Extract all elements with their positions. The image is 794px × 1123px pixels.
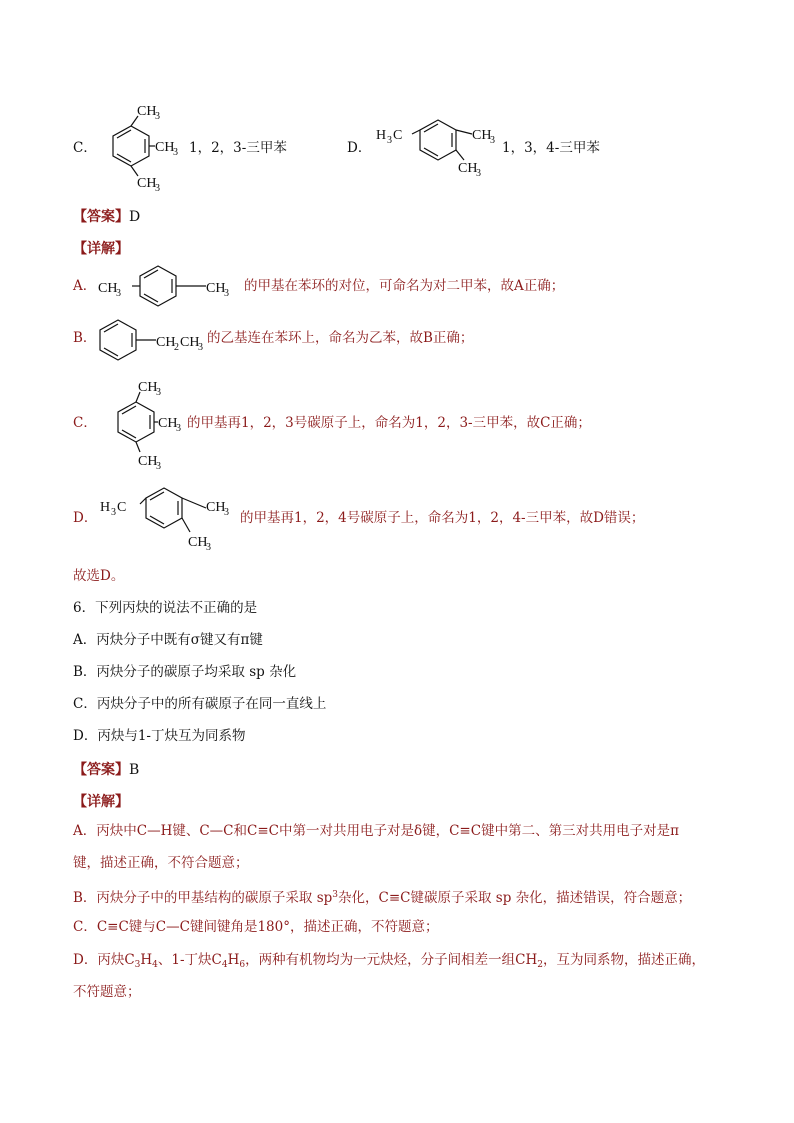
- exp-d-sub2: 4: [152, 960, 158, 970]
- exp-d-post: ，互为同系物，描述正确，: [542, 952, 705, 968]
- q5-exp-d-text: 的甲基再1，2，4号碳原子上，命名为1，2，4-三甲苯，故D错误；: [240, 510, 645, 526]
- exp-d-sub3: 4: [221, 960, 228, 970]
- h3c-h-text: H: [100, 500, 111, 515]
- ch3-bottom-sub: 3: [155, 183, 160, 194]
- q6-answer: [73, 759, 139, 779]
- ch3-right-text: CH: [206, 500, 226, 515]
- ch3-right-sub: 3: [490, 135, 495, 146]
- option-c-name: 1，2，3-三甲苯: [189, 140, 287, 156]
- trimethylbenzene-124-structure: [98, 480, 248, 552]
- p-xylene-structure: [96, 262, 242, 310]
- q6-option-a: A．丙炔分子中既有σ键又有π键: [73, 632, 263, 648]
- trimethylbenzene-123-structure: [95, 100, 195, 192]
- exp-d-sub5: 2: [537, 960, 543, 970]
- q6-option-b: B．丙炔分子的碳原子均采取 sp 杂化: [73, 664, 297, 680]
- ch3-top-sub: 3: [155, 111, 160, 122]
- ch2-text: CH: [156, 335, 176, 350]
- h3c-h-text: H: [376, 128, 387, 143]
- answer-value: B: [129, 762, 140, 778]
- ch3-text: CH: [180, 335, 200, 350]
- ch3-right-sub: 3: [173, 147, 178, 158]
- exp-d-sub4: 6: [239, 960, 246, 970]
- ch3-bottom-text: CH: [138, 454, 158, 469]
- q6-exp-c: C．C≡C键与C—C键间键角是180°，描述正确，不符题意；: [73, 919, 439, 935]
- ch3-right-sub: 3: [224, 507, 229, 518]
- exp-b-post: 杂化，C≡C键碳原子采取 sp 杂化，描述错误，符合题意；: [338, 890, 692, 906]
- option-c-label: C．: [73, 140, 97, 156]
- exp-d-sub1: 3: [134, 960, 141, 970]
- exp-b-sup: 3: [332, 890, 339, 900]
- ch3-right-text: CH: [155, 140, 175, 155]
- ch3-right-text: CH: [158, 416, 178, 431]
- q6-option-c: C．丙炔分子中的所有碳原子在同一直线上: [73, 696, 327, 712]
- h3c-c-text: C: [393, 128, 403, 143]
- q6-exp-a-line1: A．丙炔中C—H键、C—C和C≡C中第一对共用电子对是δ键，C≡C键中第二、第三对共用电子对是π: [73, 823, 679, 839]
- exp-d-mid4: ，两种有机物均为一元炔烃，分子间相差一组CH: [245, 952, 538, 968]
- ch3-right-text: CH: [206, 281, 226, 296]
- ch3-top-sub: 3: [156, 387, 161, 398]
- q6-detail-tag: 【详解】: [73, 794, 129, 810]
- ch3-bottom-sub: 3: [206, 542, 211, 553]
- ch3-bottom-text: CH: [188, 535, 208, 550]
- q5-exp-c-label: C．: [73, 415, 97, 431]
- ch3-bottom-sub: 3: [476, 168, 481, 179]
- q5-exp-b-text: 的乙基连在苯环上，命名为乙苯，故B正确；: [207, 330, 474, 346]
- h3c-sub: 3: [387, 135, 392, 146]
- ch3-bottom-text: CH: [137, 176, 157, 191]
- answer-tag: 【答案】: [73, 762, 129, 778]
- exp-d-pre: D．丙炔C: [73, 952, 135, 968]
- q5-exp-a-label: A．: [73, 278, 97, 294]
- q5-exp-a-text: 的甲基在苯环的对位，可命名为对二甲苯，故A正确；: [244, 278, 565, 294]
- ch2-sub: 2: [174, 342, 179, 353]
- ch3-top-text: CH: [138, 380, 158, 395]
- q6-exp-d-line1: [73, 950, 705, 975]
- q5-exp-b-label: B．: [73, 330, 97, 346]
- ch3-right-text: CH: [472, 128, 492, 143]
- q6-exp-d-line2: 不符题意；: [73, 984, 141, 1000]
- h3c-sub: 3: [111, 507, 116, 518]
- q5-exp-c-text: 的甲基再1，2，3号碳原子上，命名为1，2，3-三甲苯，故C正确；: [187, 415, 591, 431]
- trimethylbenzene-134-structure: [374, 112, 514, 182]
- q6-exp-b: [73, 885, 691, 908]
- q6-exp-a-line2: 键，描述正确，不符合题意；: [73, 855, 249, 871]
- ethylbenzene-structure: [96, 316, 224, 364]
- exp-d-mid3: H: [227, 952, 240, 968]
- ch3-left-text: CH: [98, 281, 118, 296]
- q6-option-d: D．丙炔与1-丁炔互为同系物: [73, 728, 246, 744]
- ch3-top-text: CH: [137, 104, 157, 119]
- answer-value: D: [129, 209, 141, 225]
- q5-exp-d-label: D．: [73, 510, 98, 526]
- q5-conclusion: 故选D。: [73, 568, 125, 584]
- exp-d-mid2: 、1-丁炔C: [157, 952, 222, 968]
- answer-tag: 【答案】: [73, 209, 129, 225]
- ch3-sub: 3: [198, 342, 203, 353]
- ch3-bottom-text: CH: [458, 161, 478, 176]
- q5-answer: [73, 206, 140, 226]
- option-d-name: 1，3，4-三甲苯: [502, 140, 600, 156]
- exp-d-mid1: H: [140, 952, 153, 968]
- ch3-bottom-sub: 3: [156, 461, 161, 472]
- ch3-right-sub: 3: [224, 288, 229, 299]
- exp-b-pre: B．丙炔分子中的甲基结构的碳原子采取 sp: [73, 890, 333, 906]
- ch3-left-sub: 3: [116, 288, 121, 299]
- h3c-c-text: C: [117, 500, 127, 515]
- q5-detail-tag: 【详解】: [73, 241, 129, 257]
- option-d-label: D．: [347, 140, 372, 156]
- ch3-right-sub: 3: [176, 423, 181, 434]
- q6-stem: 6．下列丙炔的说法不正确的是: [73, 600, 258, 616]
